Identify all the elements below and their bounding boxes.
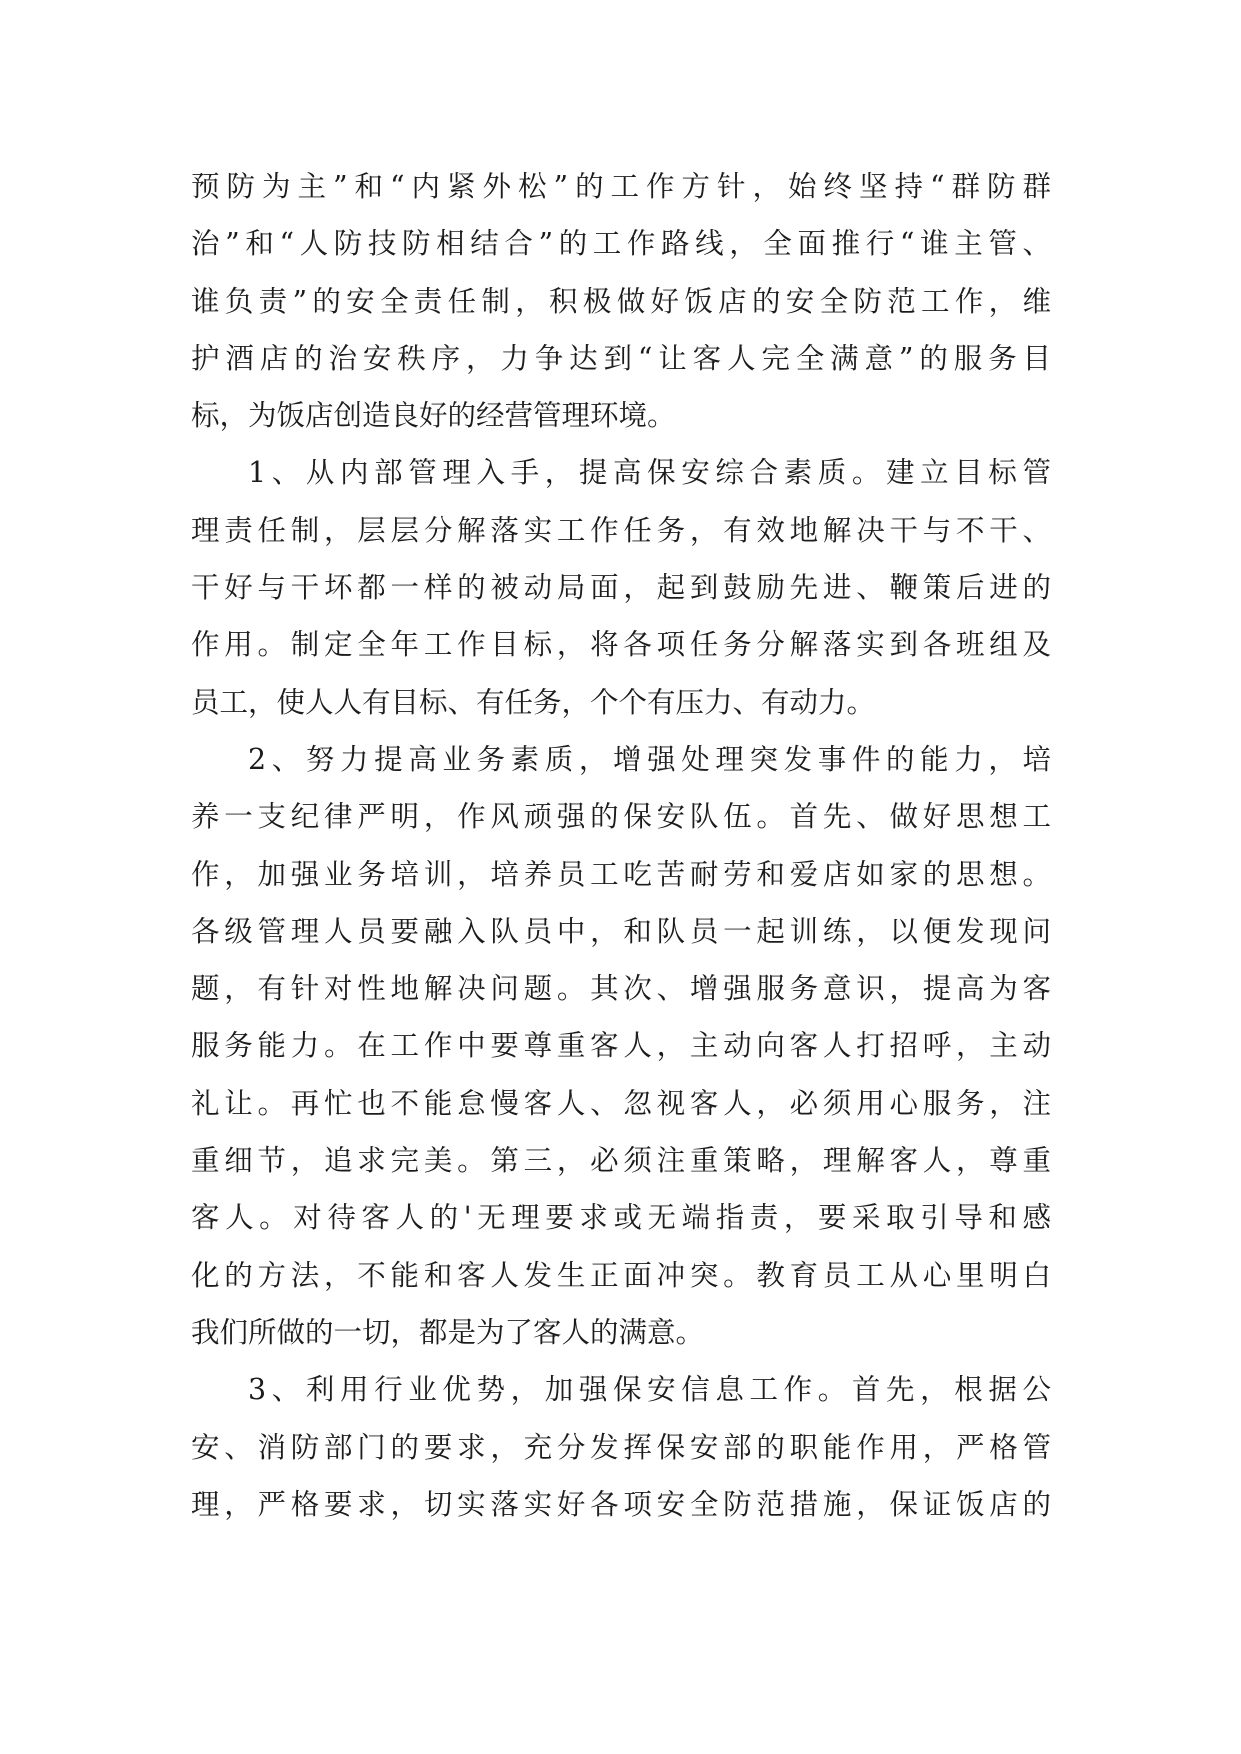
document-body — [191, 158, 1051, 1533]
text-line: 预防为主”和“内紧外松”的工作方针，始终坚持“群防群 — [191, 170, 1051, 203]
text-line: 1、从内部管理入手，提高保安综合素质。建立目标管 — [248, 456, 1051, 490]
text-line: 题，有针对性地解决问题。其次、增强服务意识，提高为客 — [191, 972, 1051, 1006]
text-line: 员工，使人人有目标、有任务，个个有压力、有动力。 — [191, 685, 876, 719]
text-line: 2、努力提高业务素质，增强处理突发事件的能力，培 — [248, 742, 1051, 776]
text-line: 养一支纪律严明，作风顽强的保安队伍。首先、做好思想工 — [191, 800, 1051, 834]
paragraph-intro — [191, 158, 1051, 444]
paragraph-item-3 — [191, 1361, 1051, 1533]
paragraph-item-2 — [191, 731, 1051, 1361]
text-line: 谁负责”的安全责任制，积极做好饭店的安全防范工作，维 — [191, 284, 1051, 318]
text-line: 客人。对待客人的'无理要求或无端指责，要采取引导和感 — [191, 1201, 1051, 1235]
text-line: 我们所做的一切，都是为了客人的满意。 — [191, 1315, 705, 1349]
text-line: 治”和“人防技防相结合”的工作路线，全面推行“谁主管、 — [191, 227, 1051, 261]
text-line: 标，为饭店创造良好的经营管理环境。 — [191, 399, 676, 433]
text-line: 重细节，追求完美。第三，必须注重策略，理解客人，尊重 — [191, 1144, 1051, 1178]
text-line: 各级管理人员要融入队员中，和队员一起训练，以便发现问 — [191, 914, 1051, 948]
text-line: 护酒店的治安秩序，力争达到“让客人完全满意”的服务目 — [191, 341, 1051, 375]
text-line: 服务能力。在工作中要尊重客人，主动向客人打招呼，主动 — [191, 1029, 1051, 1063]
text-line: 作，加强业务培训，培养员工吃苦耐劳和爱店如家的思想。 — [191, 857, 1051, 891]
text-line: 安、消防部门的要求，充分发挥保安部的职能作用，严格管 — [191, 1430, 1051, 1464]
text-line: 理责任制，层层分解落实工作任务，有效地解决干与不干、 — [191, 513, 1051, 547]
text-line: 理，严格要求，切实落实好各项安全防范措施，保证饭店的 — [191, 1487, 1051, 1521]
text-line: 化的方法，不能和客人发生正面冲突。教育员工从心里明白 — [191, 1258, 1051, 1292]
text-line: 作用。制定全年工作目标，将各项任务分解落实到各班组及 — [191, 628, 1051, 662]
text-line: 礼让。再忙也不能怠慢客人、忽视客人，必须用心服务，注 — [191, 1086, 1051, 1120]
paragraph-item-1 — [191, 444, 1051, 730]
text-line: 3、利用行业优势，加强保安信息工作。首先，根据公 — [248, 1373, 1051, 1407]
text-line: 干好与干坏都一样的被动局面，起到鼓励先进、鞭策后进的 — [191, 571, 1051, 605]
